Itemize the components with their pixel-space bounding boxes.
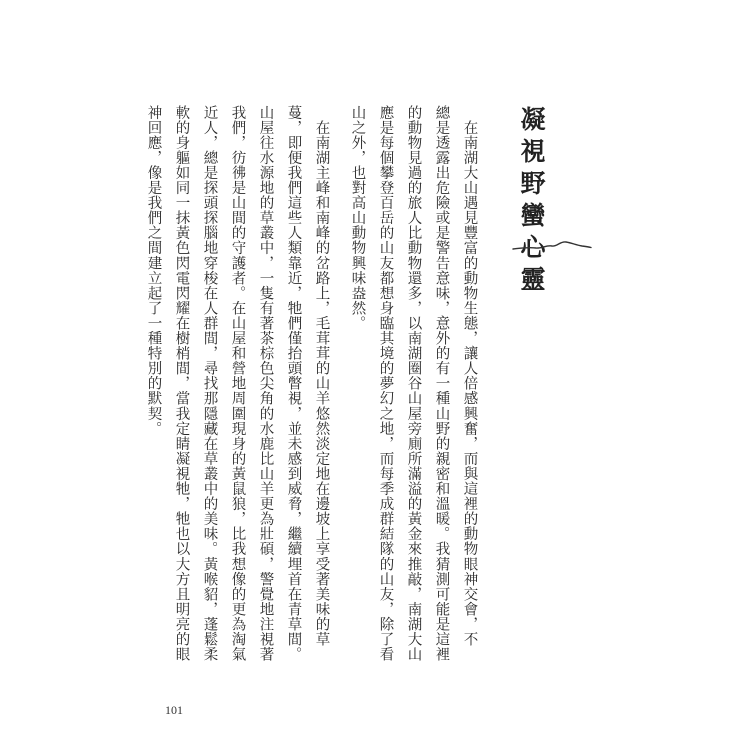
paragraph-1-line-3: 的動物見過的旅人比動物還多，以南湖圈谷山屋旁廁所滿溢的黃金來推敲，南湖大山 (405, 105, 422, 662)
mountain-ridge-icon (512, 236, 592, 252)
paragraph-2-line-3: 山屋往水源地的草叢中，一隻有著茶棕色尖角的水鹿比山羊更為壯碩，警覺地注視著 (257, 105, 274, 662)
paragraph-2-line-4: 我們，彷彿是山間的守護者。在山屋和營地周圍現身的黃鼠狼，比我想像的更為淘氣 (229, 105, 246, 662)
chapter-title: 凝視野蠻心靈 (517, 106, 546, 298)
paragraph-1-line-4: 應是每個攀登百岳的山友都想身臨其境的夢幻之地，而每季成群結隊的山友，除了看 (377, 105, 394, 662)
paragraph-1-line-5: 山之外，也對高山動物興味盎然。 (349, 105, 366, 331)
paragraph-2-line-7: 神回應，像是我們之間建立起了一種特別的默契。 (145, 105, 162, 437)
paragraph-2-line-2: 蔓，即便我們這些人類靠近，牠們僅抬頭瞥視，並未感到威脅，繼續埋首在青草間。 (285, 105, 302, 662)
paragraph-1-line-2: 總是透露出危險或是警告意味，意外的有一種山野的親密和溫暖。我猜測可能是這裡 (433, 105, 450, 662)
page-number: 101 (165, 703, 183, 717)
paragraph-2-line-5: 近人，總是探頭探腦地穿梭在人群間，尋找那隱藏在草叢中的美味。黃喉貂，蓬鬆柔 (201, 105, 218, 662)
paragraph-1-line-1: 在南湖大山遇見豐富的動物生態，讓人倍感興奮，而與這裡的動物眼神交會，不 (461, 105, 478, 647)
paragraph-2-line-1: 在南湖主峰和南峰的岔路上，毛茸茸的山羊悠然淡定地在邊坡上享受著美味的草 (313, 105, 330, 647)
paragraph-2-line-6: 軟的身軀如同一抹黃色閃電閃耀在樹梢間，當我定睛凝視牠，牠也以大方且明亮的眼 (173, 105, 190, 662)
